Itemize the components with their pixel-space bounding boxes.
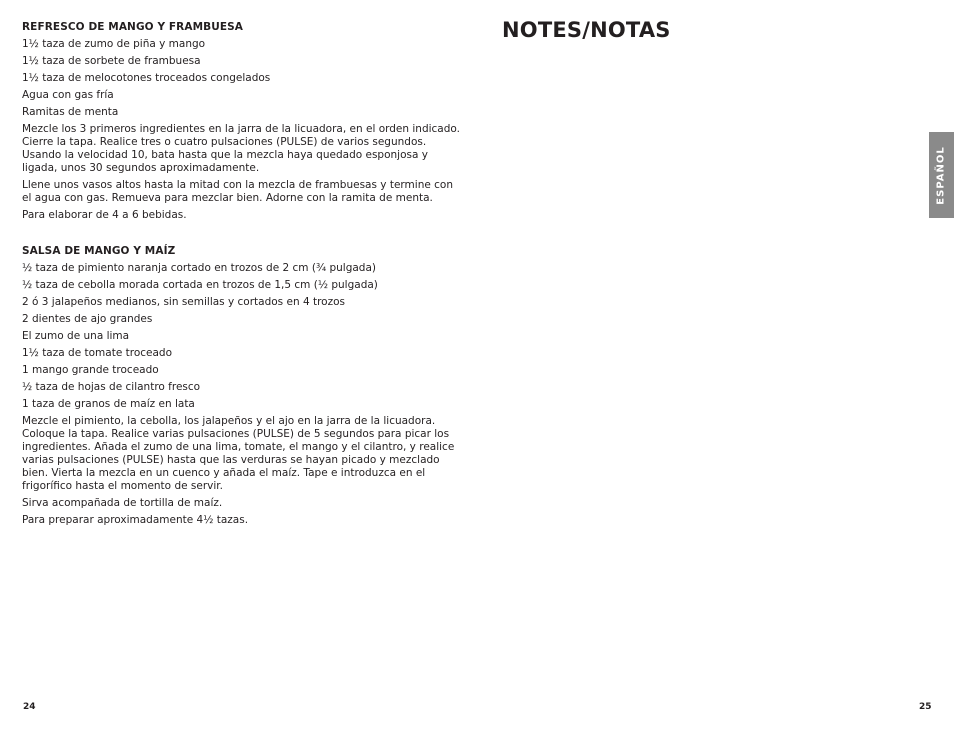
left-page xyxy=(22,20,462,531)
ingredient-item: 1½ taza de zumo de piña y mango xyxy=(22,38,206,50)
ingredient-item: ½ taza de pimiento naranja cortado en trozos de 2 cm (¾ pulgada) xyxy=(22,262,376,274)
recipe-title: REFRESCO DE MANGO Y FRAMBUESA xyxy=(22,21,244,33)
instruction-paragraph: Llene unos vasos altos hasta la mitad con la mezcla de frambuesas y termine con el agua con gas. Remueva para mezclar bien. Adorne con la ramita de menta. xyxy=(22,179,453,204)
instruction-paragraph: Mezcle el pimiento, la cebolla, los jalapeños y el ajo en la jarra de la licuadora. Coloque la tapa. Realice varias pulsaciones (PULSE) de 5 segundos para picar los ingredientes. Añada el zumo de una lima, tomate, el mango y el cilantro, y realice varias pulsaciones (PULSE) hasta que las verduras se hayan picado y mezclado bien. Vierta la mezcla en un cuenco y añada el maíz. Tape e introduzca en el frigorífico hasta el momento de servir. xyxy=(22,415,455,492)
ingredient-item: 1½ taza de tomate troceado xyxy=(22,347,172,359)
instruction-paragraph: Mezcle los 3 primeros ingredientes en la jarra de la licuadora, en el orden indicado. Cierre la tapa. Realice tres o cuatro pulsaciones (PULSE) de varios segundos. Usando la velocidad 10, bata hasta que la mezcla haya quedado esponjosa y ligada, unos 30 segundos aproximadamente. xyxy=(22,123,460,174)
ingredient-item: ½ taza de cebolla morada cortada en trozos de 1,5 cm (½ pulgada) xyxy=(22,279,378,291)
recipe-mango-raspberry xyxy=(22,20,462,222)
ingredient-item: Agua con gas fría xyxy=(22,89,114,101)
ingredient-item: 1½ taza de melocotones troceados congelados xyxy=(22,72,271,84)
notes-title: NOTES/NOTAS xyxy=(502,18,671,42)
ingredient-item: El zumo de una lima xyxy=(22,330,130,342)
serving-suggestion: Sirva acompañada de tortilla de maíz. xyxy=(22,497,223,509)
recipe-mango-corn-salsa xyxy=(22,244,462,527)
page-number-left: 24 xyxy=(23,702,36,712)
yield-text: Para preparar aproximadamente 4½ tazas. xyxy=(22,514,249,526)
language-tab-label: ESPAÑOL xyxy=(936,145,947,205)
language-tab xyxy=(929,132,954,218)
ingredient-item: 2 ó 3 jalapeños medianos, sin semillas y cortados en 4 trozos xyxy=(22,296,345,308)
recipe-title: SALSA DE MANGO Y MAÍZ xyxy=(22,245,176,257)
ingredient-item: 1 mango grande troceado xyxy=(22,364,159,376)
ingredient-item: 1 taza de granos de maíz en lata xyxy=(22,398,195,410)
ingredient-item: 2 dientes de ajo grandes xyxy=(22,313,153,325)
ingredient-item: 1½ taza de sorbete de frambuesa xyxy=(22,55,201,67)
ingredient-item: Ramitas de menta xyxy=(22,106,119,118)
yield-text: Para elaborar de 4 a 6 bebidas. xyxy=(22,209,187,221)
page-number-right: 25 xyxy=(919,702,932,712)
ingredient-item: ½ taza de hojas de cilantro fresco xyxy=(22,381,201,393)
